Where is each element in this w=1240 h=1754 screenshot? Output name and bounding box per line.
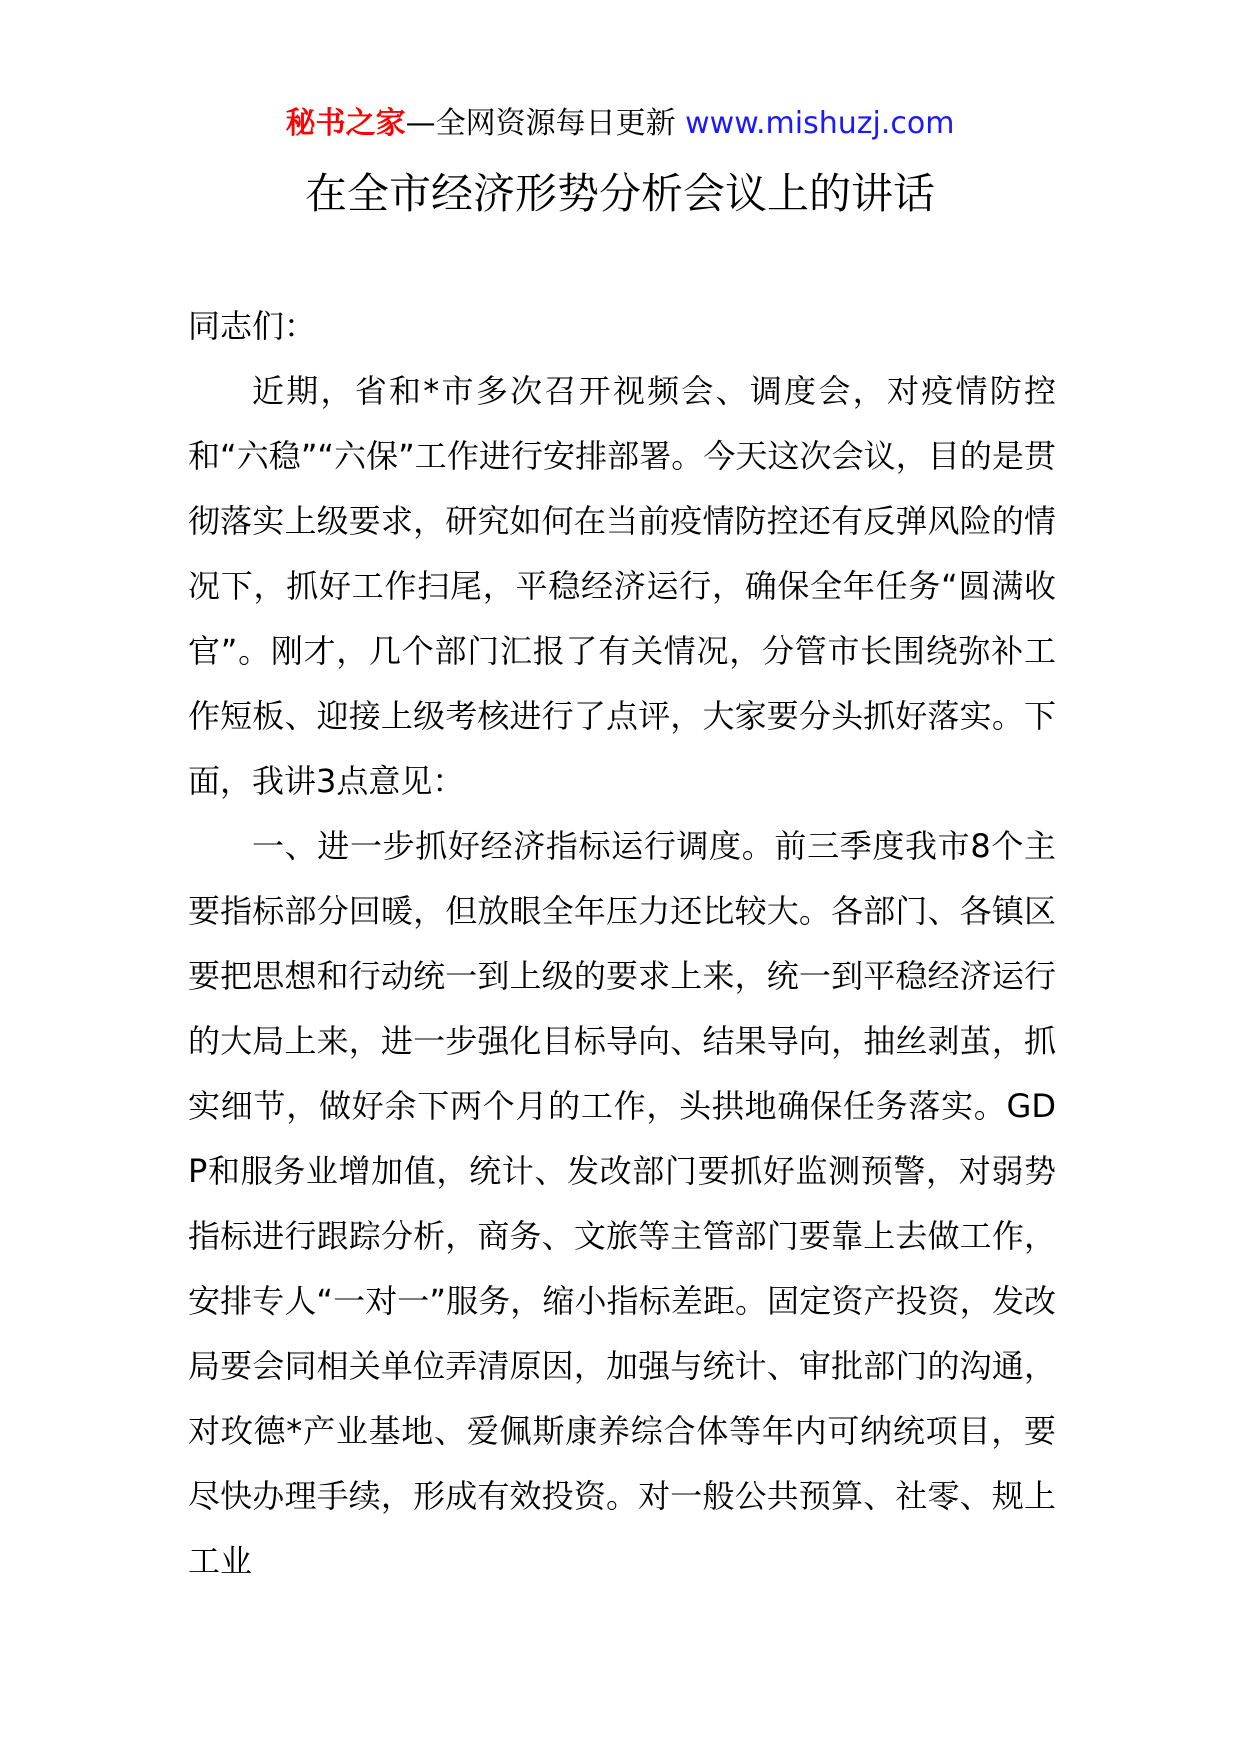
- site-header: [0, 100, 1240, 148]
- salutation: 同志们：: [188, 307, 317, 345]
- site-brand: 秘书之家: [285, 106, 406, 141]
- site-tagline: —全网资源每日更新: [405, 106, 676, 141]
- paragraph-section-one: 一、进一步抓好经济指标运行调度。前三季度我市8个主要指标部分回暖，但放眼全年压力还比较大。各部门、各镇区要把思想和行动统一到上级的要求上来，统一到平稳经济运行的大局上来，进一步强化目标导向、结果导向，抽丝剥茧，抓实细节，做好余下两个月的工作，头拱地确保任务落实。GDP和服务业增加值，统计、发改部门要抓好监测预警，对弱势指标进行跟踪分析，商务、文旅等主管部门要靠上去做工作，安排专人“一对一”服务，缩小指标差距。固定资产投资，发改局要会同相关单位弄清原因，加强与统计、审批部门的沟通，对玫德*产业基地、爱佩斯康养综合体等年内可纳统项目，要尽快办理手续，形成有效投资。对一般公共预算、社零、规上工业: [188, 827, 1056, 1580]
- document-body: [188, 294, 1056, 1594]
- document-title: 在全市经济形势分析会议上的讲话: [304, 169, 935, 218]
- paragraph-intro: 近期，省和*市多次召开视频会、调度会，对疫情防控和“六稳”“六保”工作进行安排部署。今天这次会议，目的是贯彻落实上级要求，研究如何在当前疫情防控还有反弹风险的情况下，抓好工作扫尾，平稳经济运行，确保全年任务“圆满收官”。刚才，几个部门汇报了有关情况，分管市长围绕弥补工作短板、迎接上级考核进行了点评，大家要分头抓好落实。下面，我讲3点意见：: [188, 372, 1056, 800]
- site-url-link[interactable]: www.mishuzj.com: [685, 106, 955, 141]
